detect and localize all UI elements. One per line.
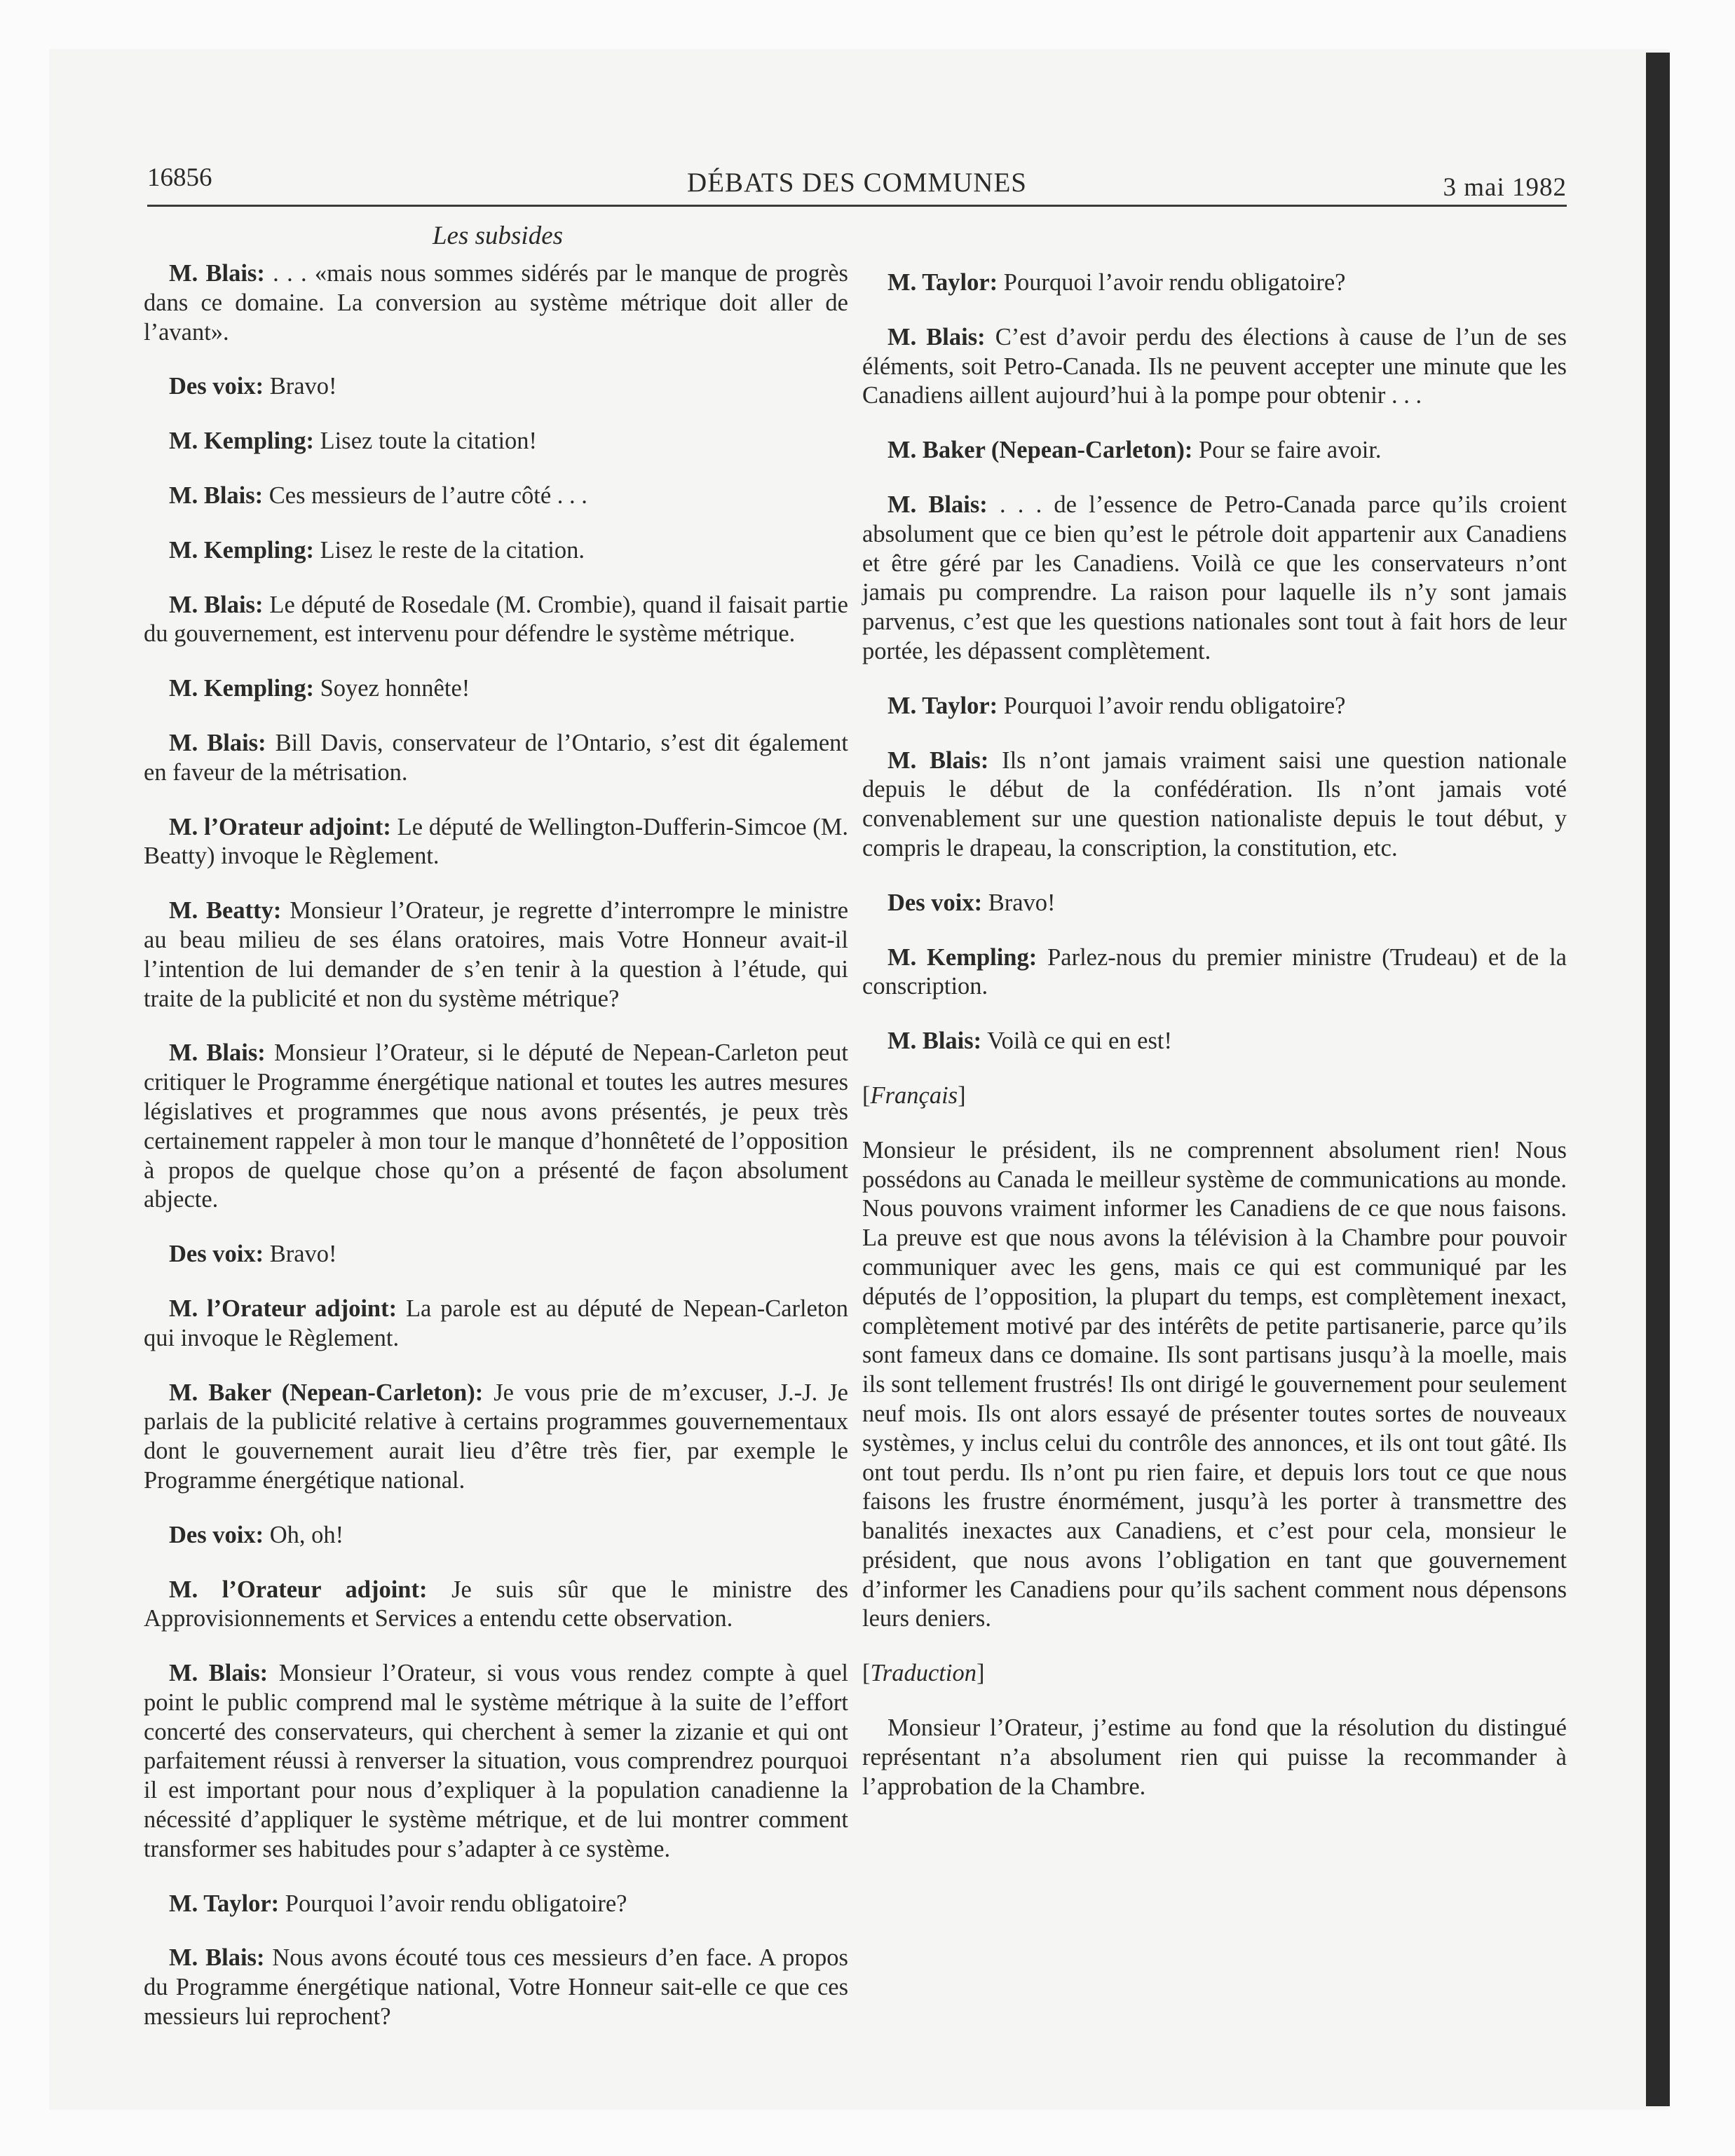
speech-text: Bravo! — [264, 1241, 337, 1268]
issue-date: 3 mai 1982 — [1443, 173, 1567, 202]
speaker-name: M. Blais: — [887, 323, 986, 350]
speaker-name: Des voix: — [887, 889, 983, 916]
speech-text: Je vous prie de m’excuser, J.-J. Je parlais de la publicité relative à certains programmes gouvernementaux dont le gouvernement aurait lieu d’être très fier, par exemple le Programme énergétique national. — [144, 1379, 848, 1494]
speech-paragraph — [144, 813, 848, 872]
speech-text: Monsieur l’Orateur, si le député de Nepean-Carleton peut critiquer le Programme énergétique national et toutes les autres mesures législatives et programmes que nous avons présentés, je peux très certainement rappeler à mon tour le manque d’honnêteté de l’opposition à propos de quelque chose qu’on a présenté de façon absolument abjecte. — [144, 1039, 848, 1213]
speech-paragraph — [862, 943, 1567, 1002]
speech-text: Bravo! — [264, 373, 337, 400]
speech-paragraph — [144, 482, 848, 511]
speaker-name: Des voix: — [169, 373, 264, 400]
language-marker: [Traduction] — [862, 1660, 985, 1687]
speech-paragraph — [862, 746, 1567, 864]
speaker-name: M. Taylor: — [887, 269, 998, 296]
speech-paragraph — [144, 1521, 848, 1550]
section-heading: Les subsides — [432, 221, 564, 250]
speech-paragraph — [144, 536, 848, 566]
speech-text: Oh, oh! — [264, 1521, 344, 1548]
speech-paragraph — [144, 259, 848, 347]
speaker-name: M. Blais: — [169, 1660, 268, 1687]
speaker-name: M. Blais: — [887, 491, 988, 518]
speaker-name: M. Blais: — [169, 1039, 266, 1067]
speech-paragraph — [144, 1944, 848, 2031]
speaker-name: M. Kempling: — [887, 943, 1037, 971]
speech-text: Monsieur l’Orateur, je regrette d’interrompre le ministre au beau milieu de ses élans oratoires, mais Votre Honneur avait-il l’intention de lui demander de s’en tenir à la question à l’étude, qui traite de la publicité et non du système métrique? — [144, 897, 849, 1012]
speaker-name: M. Taylor: — [887, 692, 998, 719]
left-column — [144, 259, 848, 2057]
speaker-name: M. Beatty: — [169, 897, 282, 925]
speech-paragraph — [144, 427, 848, 456]
speech-text: Pourquoi l’avoir rendu obligatoire? — [998, 269, 1346, 296]
speaker-name: M. Taylor: — [169, 1890, 280, 1917]
speech-text: Voilà ce qui en est! — [981, 1028, 1172, 1055]
speech-paragraph — [862, 1714, 1567, 1801]
speech-text: Bravo! — [982, 889, 1056, 916]
speech-text: Pourquoi l’avoir rendu obligatoire? — [998, 692, 1346, 719]
journal-title: DÉBATS DES COMMUNES — [687, 168, 1027, 198]
speech-paragraph — [144, 1240, 848, 1269]
speech-paragraph — [144, 674, 848, 704]
right-column — [862, 268, 1567, 1827]
speech-text: Monsieur l’Orateur, si vous vous rendez compte à quel point le public comprend mal le système métrique à la suite de l’effort concerté des conservateurs, qui cherchent à semer la zizanie et qui ont parfaitement réussi à renverser la situation, vous comprendrez pourquoi il est important pour nous d’expliquer à la population canadienne la nécessité d’appliquer le système métrique, et de lui montrer comment transformer ses habitudes pour s’adapter à ce système. — [144, 1660, 848, 1862]
speaker-name: M. l’Orateur adjoint: — [169, 813, 391, 840]
running-head — [147, 163, 1567, 207]
scan-edge — [1646, 53, 1670, 2106]
speech-text: Soyez honnête! — [313, 675, 470, 702]
speech-text: Pourquoi l’avoir rendu obligatoire? — [279, 1890, 627, 1917]
speaker-name: M. Kempling: — [169, 428, 314, 455]
speech-paragraph — [862, 692, 1567, 721]
language-marker-text: Français — [870, 1082, 958, 1109]
speaker-name: M. Baker (Nepean-Carleton): — [887, 437, 1193, 464]
speech-paragraph — [862, 491, 1567, 667]
speech-text: Lisez le reste de la citation. — [313, 536, 585, 564]
speaker-name: M. Blais: — [169, 482, 264, 509]
speaker-name: M. Blais: — [169, 260, 265, 287]
language-marker: [Français] — [862, 1082, 966, 1109]
speech-text: . . . de l’essence de Petro-Canada parce qu’ils croient absolument que ce bien qu’est le pétrole doit appartenir aux Canadiens et être géré par les Canadiens. Voilà ce que les conservateurs n’ont jamais pu comprendre. La raison pour laquelle ils n’y sont jamais parvenus, c’est que les questions nationales sont tout à fait hors de leur portée, les dépassent complètement. — [862, 491, 1567, 664]
speech-paragraph — [862, 1027, 1567, 1056]
speaker-name: Des voix: — [169, 1521, 264, 1548]
speaker-name: M. Kempling: — [169, 536, 314, 564]
speech-text: Ces messieurs de l’autre côté . . . — [263, 482, 587, 509]
language-marker-text: Traduction — [870, 1660, 977, 1687]
speech-paragraph — [144, 591, 848, 650]
speech-text: C’est d’avoir perdu des élections à cause de l’un de ses éléments, soit Petro-Canada. Ils ne peuvent accepter une minute que les Canadiens aillent aujourd’hui à la pompe pour obtenir . . . — [862, 323, 1567, 409]
speech-text: Bill Davis, conservateur de l’Ontario, s’est dit également en faveur de la métrisation. — [144, 729, 848, 786]
speech-text: Parlez-nous du premier ministre (Trudeau) et de la conscription. — [862, 943, 1567, 1000]
speech-text: Monsieur l’Orateur, j’estime au fond que la résolution du distingué représentant n’a absolument rien qui puisse la recommander à l’approbation de la Chambre. — [862, 1714, 1567, 1800]
speech-text: . . . «mais nous sommes sidérés par le manque de progrès dans ce domaine. La conversion au système métrique doit aller de l’avant». — [144, 260, 848, 346]
speaker-name: M. Blais: — [169, 591, 264, 618]
speaker-name: M. l’Orateur adjoint: — [169, 1576, 428, 1603]
speaker-name: M. l’Orateur adjoint: — [169, 1295, 397, 1322]
speech-paragraph — [862, 436, 1567, 465]
speech-paragraph — [862, 889, 1567, 918]
speech-text: Je suis sûr que le ministre des Approvisionnements et Services a entendu cette observation. — [144, 1576, 849, 1632]
speaker-name: M. Baker (Nepean-Carleton): — [169, 1379, 484, 1406]
speech-text: Nous avons écouté tous ces messieurs d’en face. A propos du Programme énergétique national, Votre Honneur sait-elle ce que ces messieurs lui reprochent? — [144, 1944, 848, 2031]
speech-paragraph — [144, 896, 848, 1014]
page-number: 16856 — [147, 163, 212, 192]
speech-text: Lisez toute la citation! — [313, 428, 538, 455]
speaker-name: Des voix: — [169, 1241, 264, 1268]
speech-text: Le député de Wellington-Dufferin-Simcoe (M. Beatty) invoque le Règlement. — [144, 813, 848, 870]
speech-paragraph — [144, 1039, 848, 1215]
speaker-name: M. Blais: — [169, 1944, 265, 1972]
speech-paragraph — [144, 1379, 848, 1496]
speaker-name: M. Blais: — [169, 729, 266, 756]
speech-paragraph — [144, 1576, 848, 1635]
speech-text: Pour se faire avoir. — [1192, 437, 1382, 464]
speaker-name: M. Blais: — [887, 746, 989, 774]
speaker-name: M. Kempling: — [169, 675, 314, 702]
speaker-name: M. Blais: — [887, 1028, 982, 1055]
speech-paragraph — [862, 1136, 1567, 1635]
speech-paragraph — [862, 268, 1567, 298]
speech-paragraph — [144, 1295, 848, 1353]
speech-paragraph — [144, 1659, 848, 1864]
speech-text: Monsieur le président, ils ne comprennent absolument rien! Nous possédons au Canada le meilleur système de communications au monde. Nous pouvons vraiment informer les Canadiens de ce que nous faisons. La preuve est que nous avons la télévision à la Chambre pour pouvoir communiquer avec les gens, mais ce qui est communiqué par les députés de l’opposition, la plupart du temps, est complètement inexact, complètement motivé par des intérêts de petite partisanerie, parce qu’ils sont fameux dans ce domaine. Ils sont partisans jusqu’à la moelle, mais ils sont tellement frustrés! Ils ont dirigé le gouvernement pour seulement neuf mois. Ils ont alors essayé de présenter toutes sortes de nouveaux systèmes, y inclus celui du contrôle des annonces, et ils ont tout gâté. Ils ont tout perdu. Ils n’ont pu rien faire, et depuis lors tout ce que nous faisons les frustre énormément, jusqu’à les porter à transmettre des banalités inexactes aux Canadiens, et c’est pour cela, monsieur le président, que nous avons l’obligation en tant que gouvernement d’informer les Canadiens pour qu’ils sachent comment nous dépensons leurs deniers. — [862, 1136, 1567, 1632]
speech-text: Ils n’ont jamais vraiment saisi une question nationale depuis le début de la confédération. Ils n’ont jamais voté convenablement sur une question nationaliste depuis le tout début, y compris le drapeau, la conscription, la constitution, etc. — [862, 746, 1567, 861]
speech-text: La parole est au député de Nepean-Carleton qui invoque le Règlement. — [144, 1295, 848, 1351]
speech-paragraph — [144, 1890, 848, 1919]
speech-paragraph — [144, 372, 848, 402]
speech-paragraph — [862, 323, 1567, 411]
speech-text: Le député de Rosedale (M. Crombie), quand il faisait partie du gouvernement, est intervenu pour défendre le système métrique. — [144, 591, 848, 648]
speech-paragraph — [144, 729, 848, 788]
